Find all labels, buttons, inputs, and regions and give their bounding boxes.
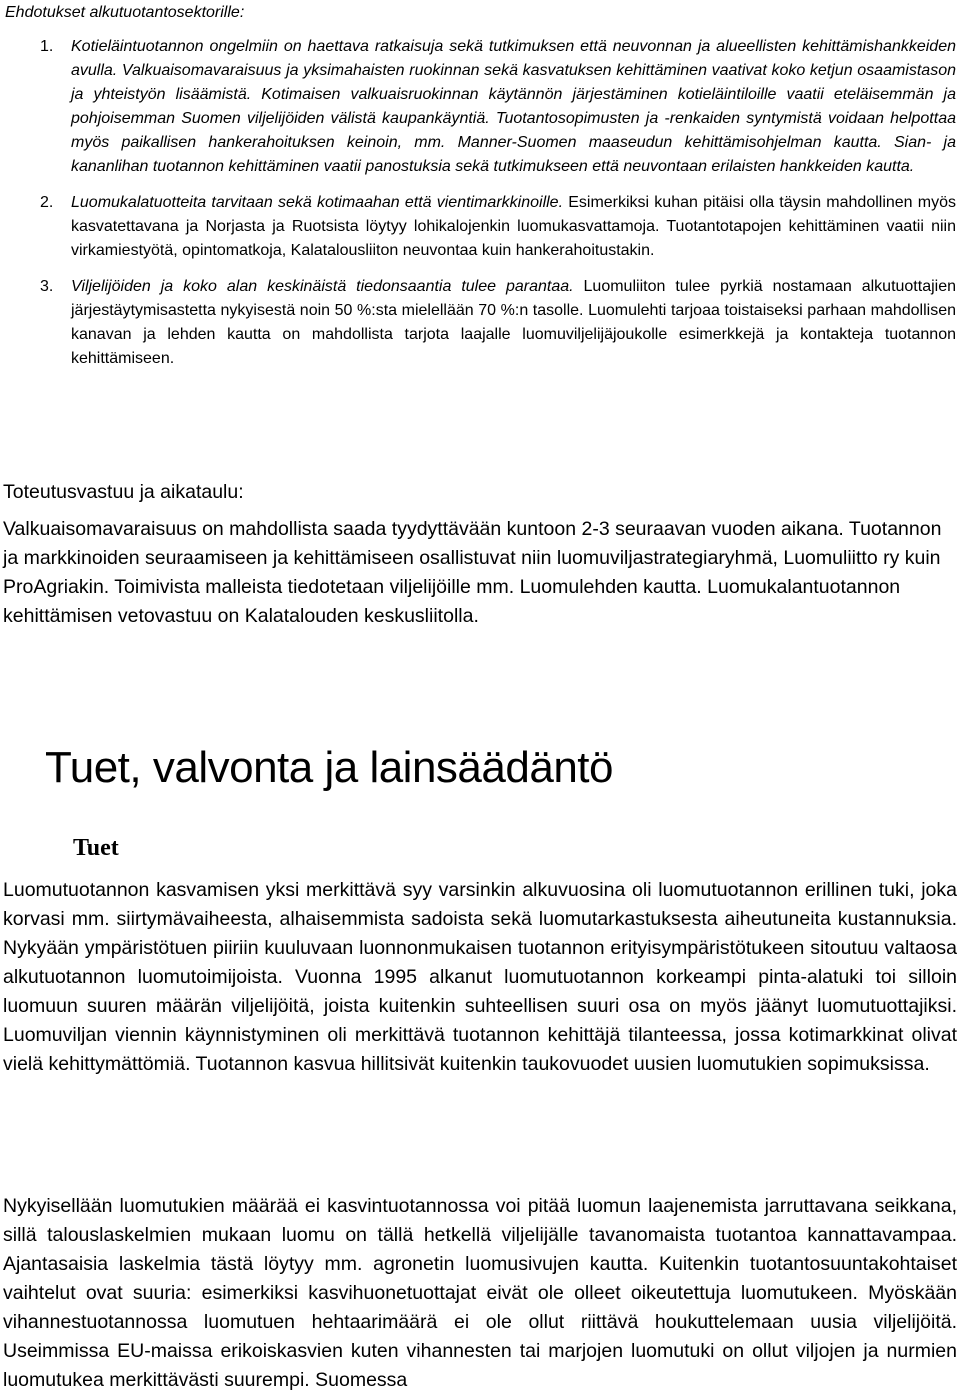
responsibility-title: Toteutusvastuu ja aikataulu:	[3, 481, 244, 503]
proposal-item-1	[0, 35, 960, 179]
proposals-heading: Ehdotukset alkutuotantosektorille:	[5, 4, 245, 21]
proposal-text: Luomuliiton tulee pyrkiä nostamaan alkutuottajien järjestäytymisastetta nykyisestä noin 50 %:sta mielellään 70 %:n tasolle. Luomulehti tarjoaa toistaiseksi parhaan mahdollisen kanavan ja lehden kautta on mahdollista tarjota laajalle luomuviljelijäjoukolle esimerkkejä ja kontakteja tuotannon kehittämiseen.	[71, 278, 956, 367]
proposal-lead: Kotieläintuotannon ongelmiin on haettava ratkaisuja sekä tutkimuksen että neuvonnan ja alueellisten kehittämishankkeiden avulla.	[71, 38, 956, 79]
body-paragraph: Nykyisellään luomutukien määrää ei kasvintuotannossa voi pitää luomun laajenemista jarruttavana seikkana, sillä talouslaskelmien mukaan luomu on tällä hetkellä viljelijälle tavanomaista tuotantoa kannattavampaa. Ajantasaisia laskelmia tästä löytyy mm. agronetin luomusivujen kautta. Kuitenkin tuotantosuuntakohtaiset vaihtelut ovat suuria: esimerkiksi kasvihuonetuottajat eivät ole olleet oikeutettuja luomutukeen. Myöskään vihannestuotannossa luomutuen hehtaarimäärä ei ole ollut riittävä houkuttelemaan uusia viljelijöitä. Useimmissa EU-maissa erikoiskasvien kuten vihannesten tai marjojen luomutuki on ollut viljojen ja nurmien luomutukea merkittävästi suurempi. Suomessa	[3, 1195, 957, 1390]
proposal-text: Valkuaisomavaraisuus ja yksimahaisten ruokinnan sekä kasvatuksen kehittäminen vaativat koko ketjun osaamistason ja yhteistyön lisäämistä. Kotimaisen valkuaisruokinnan käytännön järjestäminen kotieläintiloille vaatii eteläisemmän ja pohjoisemman Suomen viljelijöiden välistä kaupankäyntiä. Tuotantosopimusten ja -renkaiden syntymistä voidaan helpottaa myös paikallisen hankerahoituksen keinoin, mm. Manner-Suomen maaseudun kehittämisohjelman kautta. Sian- ja kananlihan tuotannon kehittäminen vaatii panostuksia sekä tutkimukseen että neuvontaan erilaisten hankkeiden kautta.	[71, 62, 956, 175]
proposal-number: 2.	[40, 194, 54, 211]
responsibility-body: Valkuaisomavaraisuus on mahdollista saada tyydyttävään kuntoon 2-3 seuraavan vuoden aikana. Tuotannon ja markkinoiden seuraamiseen ja kehittämiseen osallistuvat niin luomuviljastrategiaryhmä, Luomuliitto ry kuin ProAgriakin. Toimivista malleista tiedotetaan viljelijöille mm. Luomulehden kautta. Luomukalantuotannon kehittämisen vetovastuu on Kalatalouden keskusliitolla.	[3, 518, 942, 627]
proposal-item-3	[0, 275, 960, 371]
proposal-lead: Luomukalatuotteita tarvitaan sekä kotimaahan että vientimarkkinoille.	[71, 194, 569, 211]
proposal-lead: Viljelijöiden ja koko alan keskinäistä tiedonsaantia tulee parantaa.	[71, 278, 584, 295]
proposals-list	[0, 35, 960, 383]
chapter-heading: Tuet, valvonta ja lainsäädäntö	[45, 743, 613, 792]
proposal-number: 1.	[40, 38, 54, 55]
proposal-text: Esimerkiksi kuhan pitäisi olla täysin mahdollinen myös kasvatettavana ja Norjasta ja Ruotsista löytyy lohikalojenkin luomukasvattamoja. Tuotantotapojen kehittäminen vaatii niin virkamiestyötä, opintomatkoja, Kalatalousliiton neuvontaa kuin hankerahoitustakin.	[71, 194, 956, 259]
body-paragraph: Luomutuotannon kasvamisen yksi merkittävä syy varsinkin alkuvuosina oli luomutuotannon erillinen tuki, joka korvasi mm. siirtymävaiheesta, alhaisemmista sadoista sekä luomutarkastuksesta aiheutuneita kustannuksia. Nykyään ympäristötuen piiriin kuuluvaan luonnonmukaisen tuotannon erityisympäristötukeen sitoutuu valtaosa alkutuotannon luomutoimijoista. Vuonna 1995 alkanut luomutuotannon korkeampi pinta-alatuki toi silloin luomuun suuren määrän viljelijöitä, joista kuitenkin suhteellisen suuri osa on myös jäänyt luomutuottajiksi. Luomuviljan viennin käynnistyminen oli merkittävä tuotannon kehittäjä tilanteessa, jossa kotimarkkinat olivat vielä kehittymättömiä. Tuotannon kasvua hillitsivät kuitenkin taukovuodet uusien luomutukien sopimuksissa.	[3, 879, 957, 1075]
proposal-item-2	[0, 191, 960, 263]
sub-heading: Tuet	[73, 835, 119, 861]
proposal-number: 3.	[40, 278, 54, 295]
